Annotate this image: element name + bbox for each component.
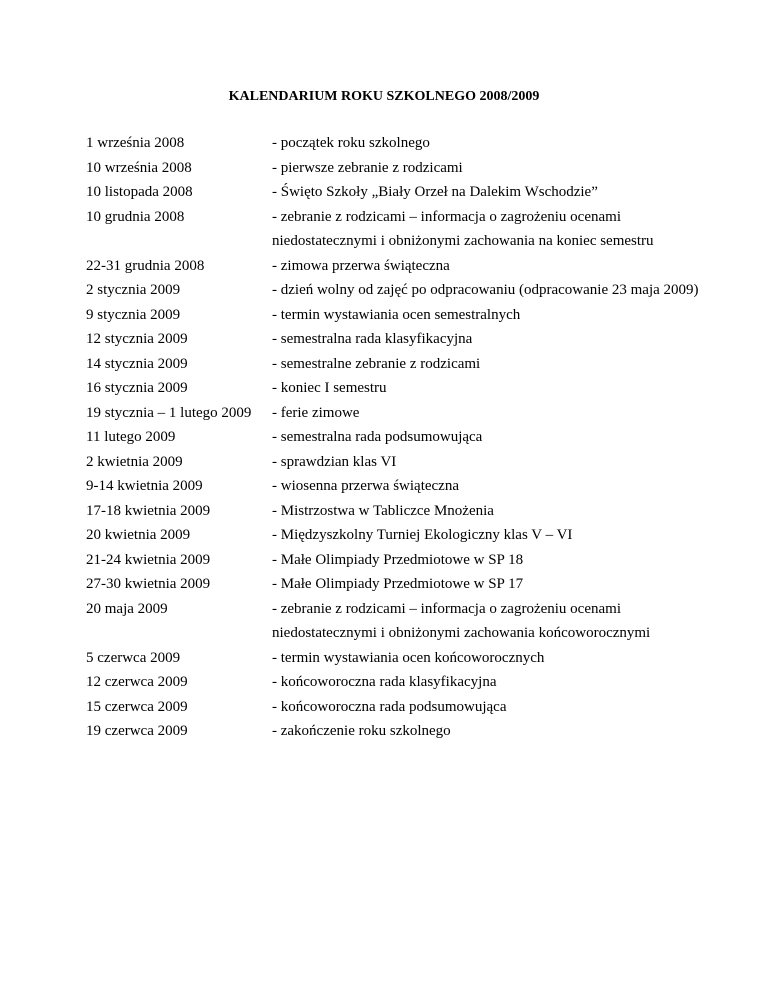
event-row xyxy=(86,572,736,597)
event-description-line: niedostatecznymi i obniżonymi zachowania końcoworocznymi xyxy=(272,625,651,641)
event-row xyxy=(86,180,736,205)
event-row xyxy=(86,695,736,720)
event-date: 19 stycznia – 1 lutego 2009 xyxy=(86,404,252,421)
event-row xyxy=(86,450,736,475)
event-description xyxy=(272,548,736,573)
event-description xyxy=(272,719,736,744)
event-description xyxy=(272,254,736,279)
event-row xyxy=(86,719,736,744)
event-description xyxy=(272,670,736,695)
event-date: 9 stycznia 2009 xyxy=(86,306,181,323)
event-date: 5 czerwca 2009 xyxy=(86,649,181,666)
event-date: 27-30 kwietnia 2009 xyxy=(86,576,211,592)
event-list xyxy=(86,131,736,744)
event-description xyxy=(272,327,736,352)
event-description xyxy=(272,180,736,205)
event-date: 20 maja 2009 xyxy=(86,600,168,617)
event-description-line: - termin wystawiania ocen semestralnych xyxy=(272,306,521,323)
event-description-line: - dzień wolny od zajęć po odpracowaniu (odpracowanie 23 maja 2009) xyxy=(272,282,699,298)
event-description-line: - Małe Olimpiady Przedmiotowe w SP 18 xyxy=(272,551,524,568)
event-row xyxy=(86,597,736,646)
event-description-line: - Mistrzostwa w Tabliczce Mnożenia xyxy=(272,502,494,519)
event-description xyxy=(272,646,736,671)
event-date: 2 kwietnia 2009 xyxy=(86,453,183,470)
event-row xyxy=(86,156,736,181)
event-date: 12 stycznia 2009 xyxy=(86,331,188,347)
event-description xyxy=(272,425,736,450)
event-description xyxy=(272,523,736,548)
event-description-line: - Międzyszkolny Turniej Ekologiczny klas V – VI xyxy=(272,527,573,543)
event-description-line: - semestralna rada klasyfikacyjna xyxy=(272,331,473,347)
event-description xyxy=(272,205,736,254)
event-row xyxy=(86,278,736,303)
event-description-line: - ferie zimowe xyxy=(272,404,360,421)
event-description xyxy=(272,450,736,475)
event-row xyxy=(86,499,736,524)
event-row xyxy=(86,401,736,426)
event-description xyxy=(272,572,736,597)
event-description-line: - zimowa przerwa świąteczna xyxy=(272,257,450,274)
event-row xyxy=(86,376,736,401)
event-date: 9-14 kwietnia 2009 xyxy=(86,478,203,494)
event-description xyxy=(272,474,736,499)
event-date: 17-18 kwietnia 2009 xyxy=(86,502,211,519)
event-row xyxy=(86,670,736,695)
event-date: 19 czerwca 2009 xyxy=(86,723,188,739)
event-row xyxy=(86,523,736,548)
event-description-line: - końcoworoczna rada podsumowująca xyxy=(272,698,507,715)
event-description xyxy=(272,156,736,181)
event-row xyxy=(86,327,736,352)
event-date: 10 grudnia 2008 xyxy=(86,208,185,225)
document-title: KALENDARIUM ROKU SZKOLNEGO 2008/2009 xyxy=(228,89,540,104)
event-description-line: - Małe Olimpiady Przedmiotowe w SP 17 xyxy=(272,576,524,592)
event-date: 11 lutego 2009 xyxy=(86,429,176,445)
event-date: 1 września 2008 xyxy=(86,135,185,151)
event-description xyxy=(272,597,736,646)
event-date: 15 czerwca 2009 xyxy=(86,698,188,715)
event-date: 21-24 kwietnia 2009 xyxy=(86,551,211,568)
event-description-line: - pierwsze zebranie z rodzicami xyxy=(272,159,463,176)
event-date: 2 stycznia 2009 xyxy=(86,282,181,298)
event-description-line: - zebranie z rodzicami – informacja o zagrożeniu ocenami xyxy=(272,600,621,617)
event-row xyxy=(86,474,736,499)
event-description-line: - wiosenna przerwa świąteczna xyxy=(272,478,459,494)
event-description xyxy=(272,376,736,401)
event-description xyxy=(272,695,736,720)
event-description-line: - koniec I semestru xyxy=(272,380,387,396)
event-row xyxy=(86,303,736,328)
event-description-line: - Święto Szkoły „Biały Orzeł na Dalekim Wschodzie” xyxy=(272,184,598,200)
event-date: 16 stycznia 2009 xyxy=(86,380,188,396)
event-description-line: - końcoworoczna rada klasyfikacyjna xyxy=(272,674,497,690)
event-description-line: - semestralne zebranie z rodzicami xyxy=(272,355,481,372)
event-row xyxy=(86,646,736,671)
event-description xyxy=(272,131,736,156)
event-description xyxy=(272,499,736,524)
event-row xyxy=(86,548,736,573)
event-date: 12 czerwca 2009 xyxy=(86,674,188,690)
event-date: 10 września 2008 xyxy=(86,159,192,176)
event-row xyxy=(86,205,736,254)
event-description xyxy=(272,401,736,426)
event-date: 14 stycznia 2009 xyxy=(86,355,188,372)
event-row xyxy=(86,425,736,450)
event-description xyxy=(272,278,736,303)
event-description-line: - początek roku szkolnego xyxy=(272,135,430,151)
event-date: 20 kwietnia 2009 xyxy=(86,527,191,543)
event-date: 10 listopada 2008 xyxy=(86,184,193,200)
event-description xyxy=(272,303,736,328)
event-row xyxy=(86,352,736,377)
event-description-line: - zebranie z rodzicami – informacja o zagrożeniu ocenami xyxy=(272,208,621,225)
event-description-line: niedostatecznymi i obniżonymi zachowania na koniec semestru xyxy=(272,233,654,249)
event-description-line: - semestralna rada podsumowująca xyxy=(272,429,483,445)
event-description-line: - termin wystawiania ocen końcoworocznych xyxy=(272,649,545,666)
event-date: 22-31 grudnia 2008 xyxy=(86,257,205,274)
event-row xyxy=(86,131,736,156)
event-row xyxy=(86,254,736,279)
event-description xyxy=(272,352,736,377)
event-description-line: - sprawdzian klas VI xyxy=(272,453,397,470)
event-description-line: - zakończenie roku szkolnego xyxy=(272,723,451,739)
